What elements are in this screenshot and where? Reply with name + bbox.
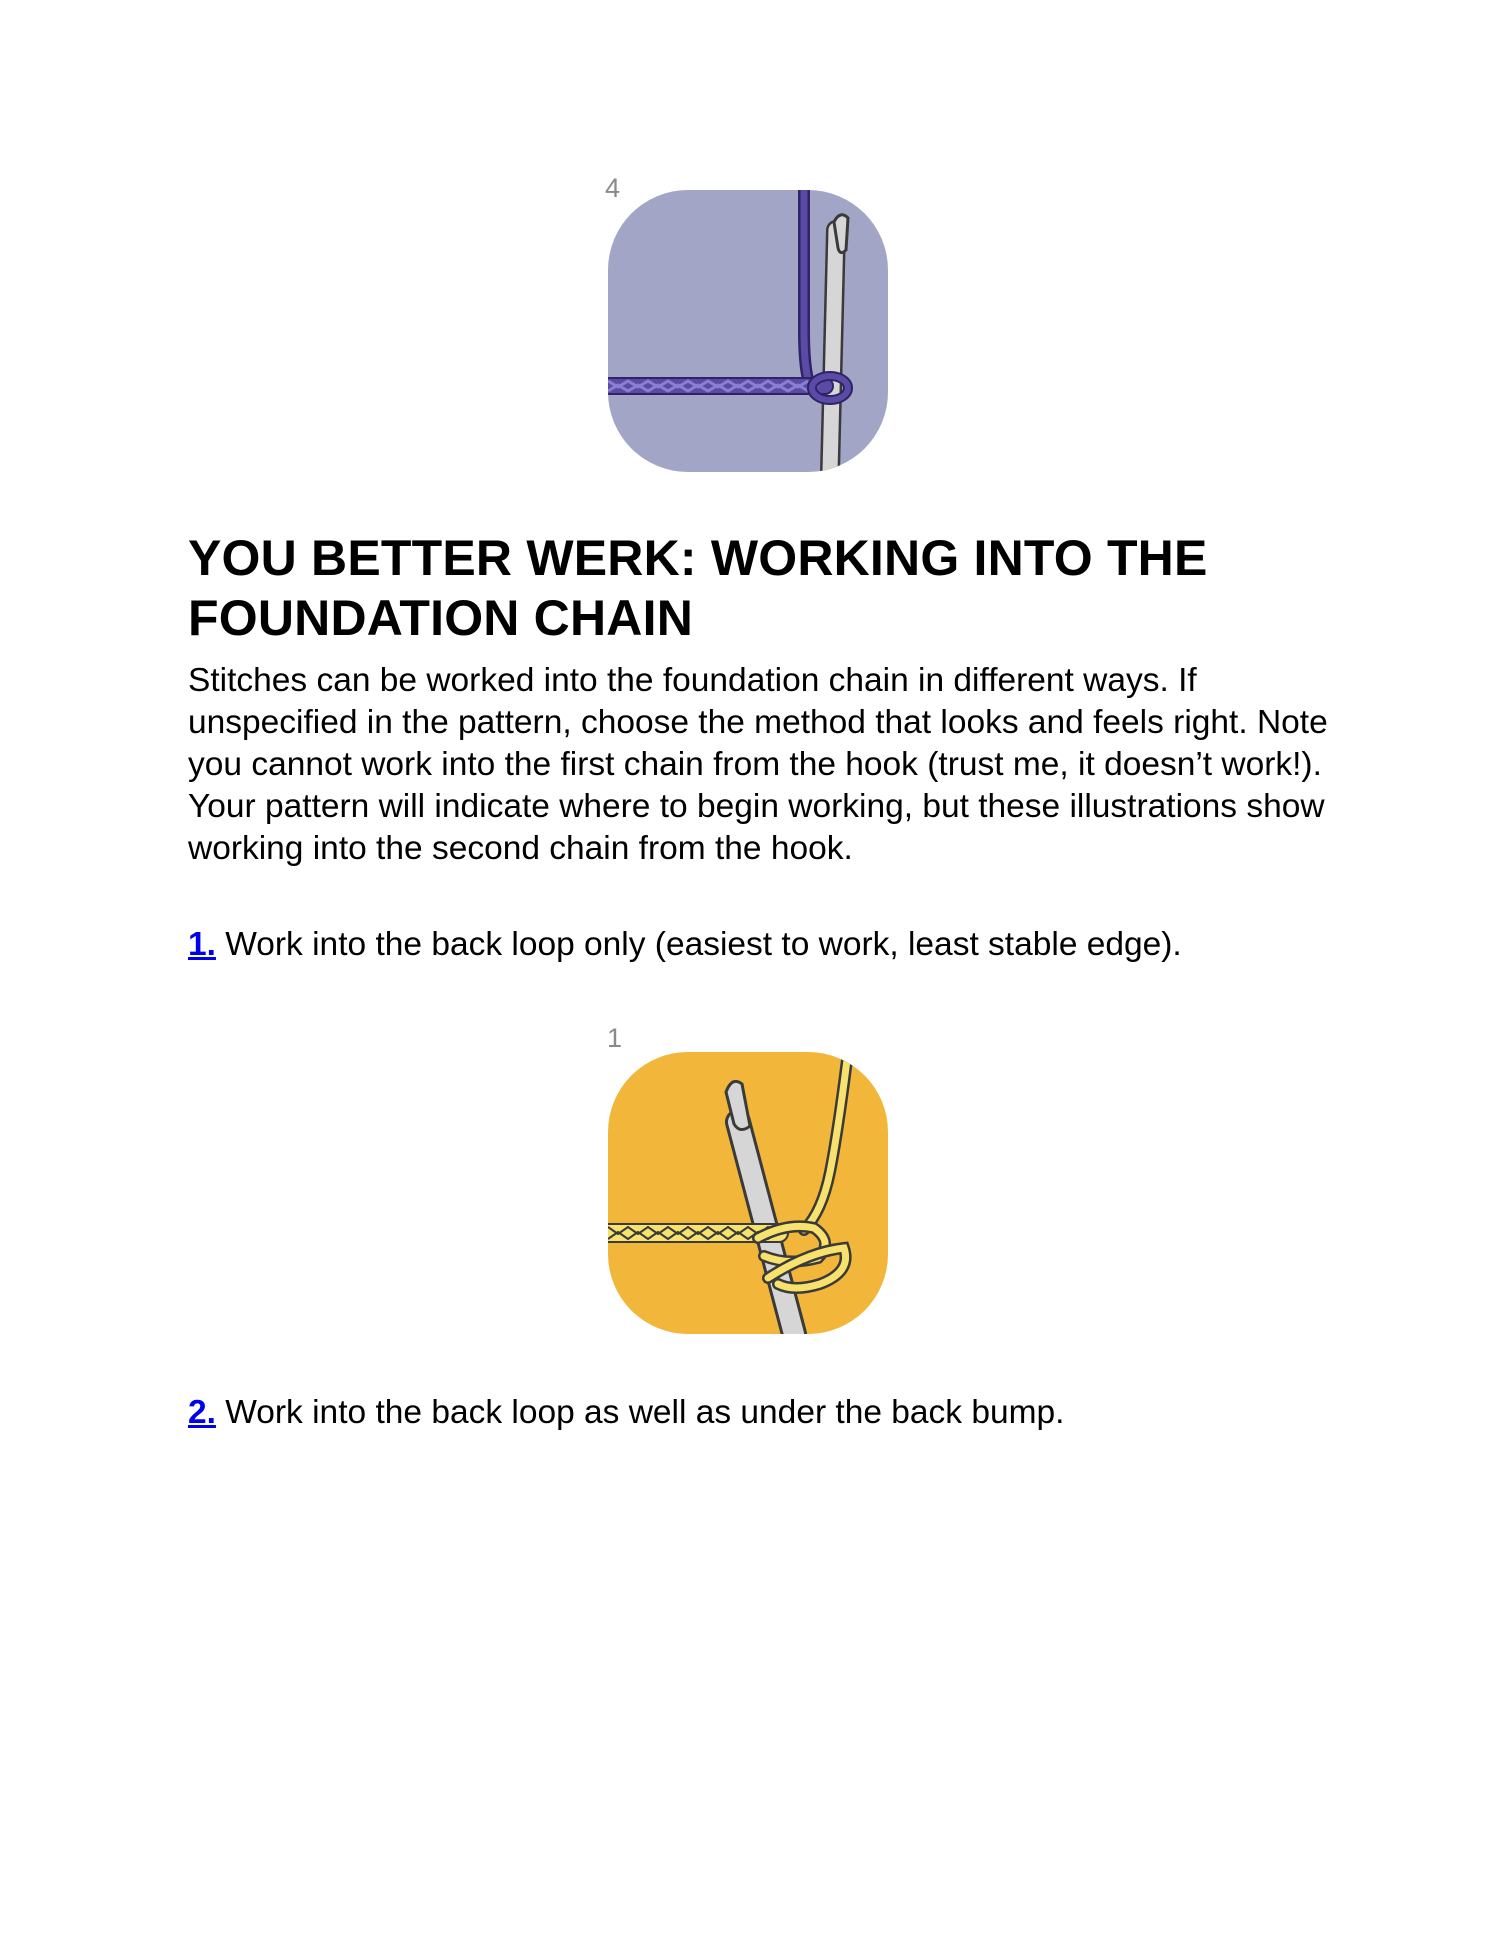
figure-label: 1 xyxy=(607,1023,623,1053)
step-1 xyxy=(188,924,1388,966)
step-2-text: Work into the back loop as well as under the back bump. xyxy=(215,1394,1065,1431)
step-1-number-link[interactable]: 1. xyxy=(188,926,216,963)
step-1-text: Work into the back loop only (easiest to work, least stable edge). xyxy=(215,926,1182,963)
figure-label: 4 xyxy=(605,173,621,203)
section-body: Stitches can be worked into the foundation chain in different ways. If unspecified in the pattern, choose the method that looks and feels right. Note you cannot work into the first chain from the hook (trust me, it doesn’t work!). Your pattern will indicate where to begin working, but these illustrations show working into the second chain from the hook. xyxy=(188,662,1328,867)
crochet-chain-yellow-illustration xyxy=(608,1052,888,1334)
step-2-number-link[interactable]: 2. xyxy=(188,1394,216,1431)
section-title: YOU BETTER WERK: WORKING INTO THE FOUNDATION CHAIN xyxy=(188,530,1208,646)
crochet-chain-purple-illustration xyxy=(608,190,888,472)
step-2 xyxy=(188,1392,1388,1434)
